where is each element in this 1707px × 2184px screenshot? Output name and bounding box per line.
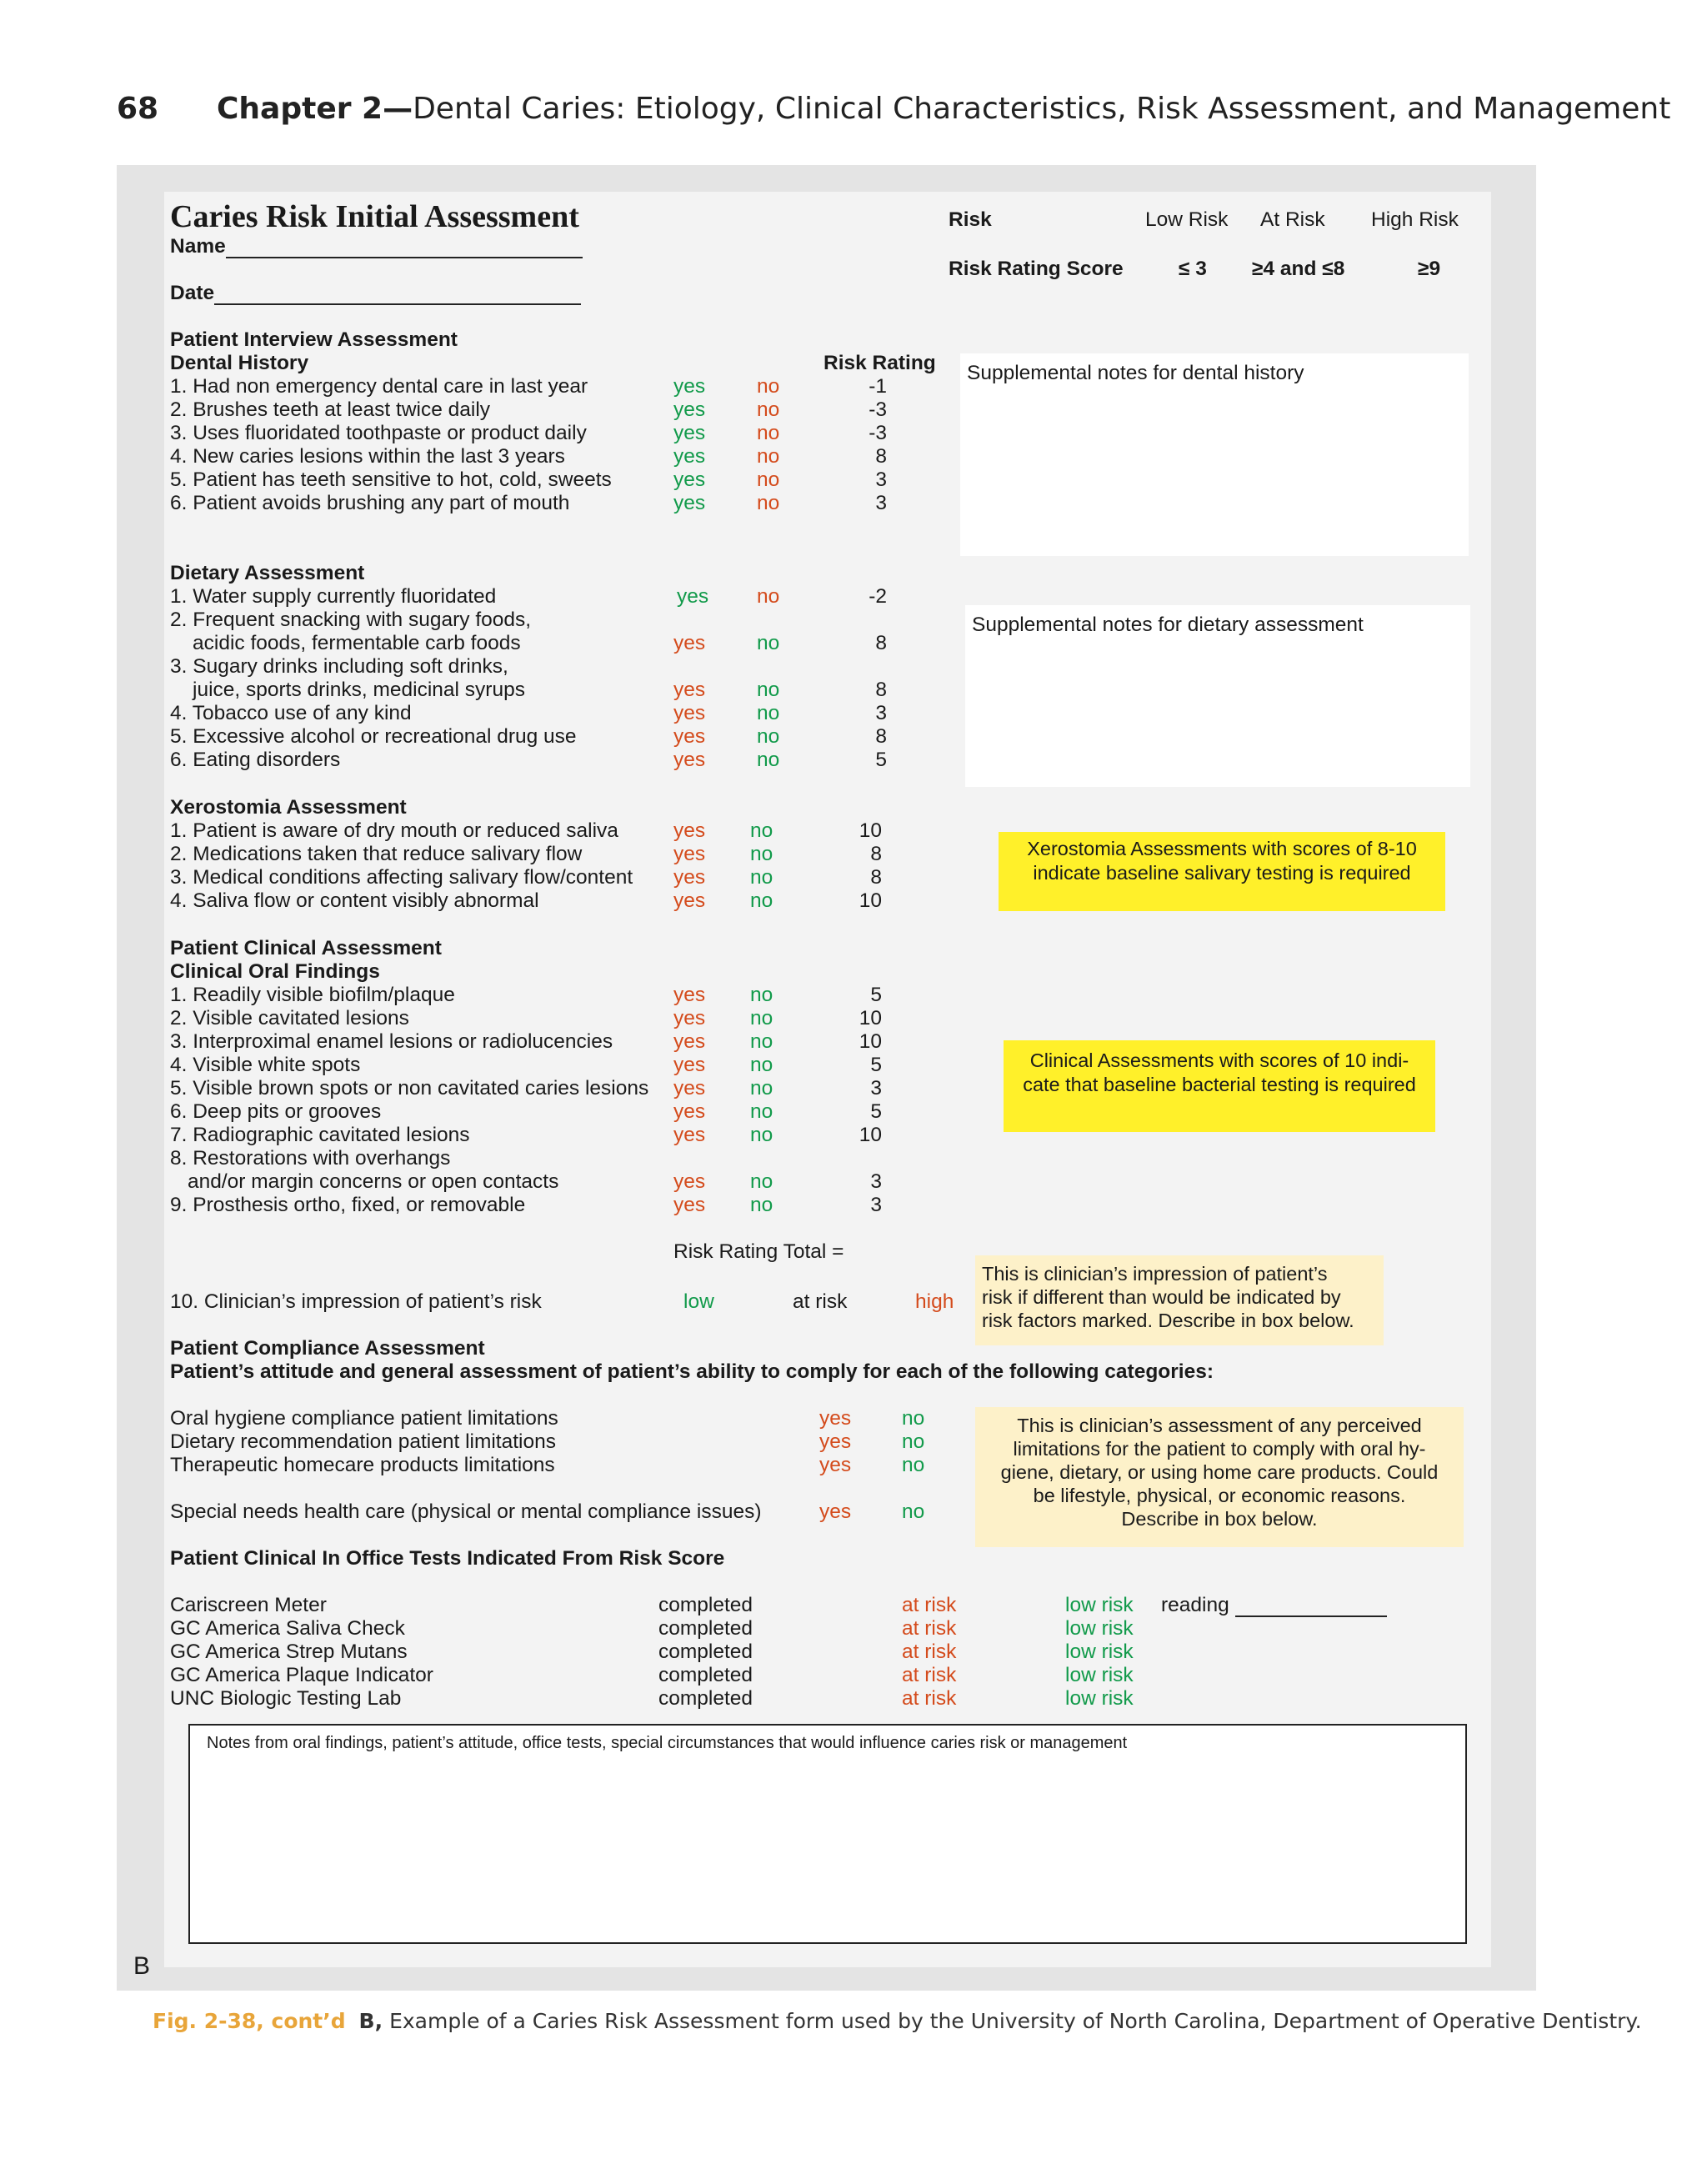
risk-rating-value: 10	[859, 1007, 882, 1029]
dental-history-item: 1. Had non emergency dental care in last year	[170, 375, 588, 398]
no-option[interactable]: no	[750, 984, 773, 1006]
risk-rating-total-label: Risk Rating Total =	[673, 1240, 844, 1263]
impression-note-line2: risk if different than would be indicated by	[982, 1286, 1341, 1308]
no-option[interactable]: no	[757, 398, 780, 421]
test-name: UNC Biologic Testing Lab	[170, 1687, 402, 1710]
high-risk-col: High Risk	[1371, 208, 1459, 231]
clinical-item: 5. Visible brown spots or non cavitated caries lesions	[170, 1077, 649, 1100]
yes-option[interactable]: yes	[673, 725, 706, 748]
no-option[interactable]: no	[757, 585, 780, 608]
no-option[interactable]: no	[902, 1454, 925, 1476]
risk-rating-value: -3	[869, 422, 887, 444]
xerostomia-item: 2. Medications taken that reduce salivary flow	[170, 843, 583, 865]
risk-rating-value: 8	[875, 725, 887, 748]
impression-low[interactable]: low	[683, 1290, 714, 1313]
yes-option[interactable]: yes	[673, 1100, 706, 1123]
xerostomia-heading: Xerostomia Assessment	[170, 796, 407, 819]
clinical-note-line2: cate that baseline bacterial testing is required	[1023, 1074, 1416, 1095]
dietary-item: 4. Tobacco use of any kind	[170, 702, 412, 724]
test-name: GC America Saliva Check	[170, 1617, 405, 1640]
at-risk-col: At Risk	[1260, 208, 1325, 231]
risk-rating-value: 8	[875, 632, 887, 654]
at-risk-option[interactable]: at risk	[902, 1664, 957, 1686]
dietary-item: 5. Excessive alcohol or recreational drug use	[170, 725, 577, 748]
reading-label: reading	[1161, 1594, 1229, 1616]
impression-text: 10. Clinician’s impression of patient’s risk	[170, 1290, 542, 1313]
page-number: 68	[117, 92, 159, 126]
dietary-item: 6. Eating disorders	[170, 749, 341, 771]
xerostomia-note	[999, 832, 1445, 911]
dental-history-heading: Dental History	[170, 352, 309, 374]
yes-option[interactable]: yes	[673, 679, 706, 701]
impression-high[interactable]: high	[915, 1290, 954, 1313]
yes-option[interactable]: yes	[673, 1194, 706, 1216]
completed-option[interactable]: completed	[658, 1687, 753, 1710]
yes-option[interactable]: yes	[673, 632, 706, 654]
chapter-label: Chapter 2—	[217, 92, 413, 126]
no-option[interactable]: no	[750, 866, 773, 889]
yes-option[interactable]: yes	[819, 1407, 852, 1430]
date-label: Date	[170, 282, 215, 304]
risk-rating-value: 8	[875, 445, 887, 468]
form-title: Caries Risk Initial Assessment	[170, 199, 579, 234]
risk-rating-value: 3	[870, 1194, 882, 1216]
yes-option[interactable]: yes	[673, 492, 706, 514]
notes-box-label: Notes from oral findings, patient’s attitude, office tests, special circumstances that would influence caries risk or management	[207, 1734, 1128, 1752]
yes-option[interactable]: yes	[673, 398, 706, 421]
no-option[interactable]: no	[757, 445, 780, 468]
yes-option[interactable]: yes	[673, 1077, 706, 1100]
completed-option[interactable]: completed	[658, 1617, 753, 1640]
risk-label: Risk	[949, 208, 992, 231]
no-option[interactable]: no	[902, 1430, 925, 1453]
yes-option[interactable]: yes	[673, 749, 706, 771]
risk-rating-value: 10	[859, 1124, 882, 1146]
compliance-note-line3: giene, dietary, or using home care products. Could	[1000, 1461, 1439, 1483]
compliance-heading: Patient Compliance Assessment	[170, 1337, 485, 1360]
xerostomia-item: 1. Patient is aware of dry mouth or reduced saliva	[170, 819, 618, 842]
no-option[interactable]: no	[750, 1194, 773, 1216]
dietary-item-continued: acidic foods, fermentable carb foods	[193, 632, 521, 654]
dental-history-item: 4. New caries lesions within the last 3 years	[170, 445, 565, 468]
caption-text: Example of a Caries Risk Assessment form used by the University of North Carolina, Department of Operative Dentistry.	[389, 2009, 1642, 2033]
no-option[interactable]: no	[750, 1077, 773, 1100]
panel-letter: B	[133, 1952, 151, 1980]
risk-rating-value: -3	[869, 398, 887, 421]
compliance-note-line4: be lifestyle, physical, or economic reasons.	[1033, 1485, 1406, 1506]
clinical-note-line1: Clinical Assessments with scores of 10 indi-	[1029, 1049, 1409, 1071]
clinical-item: 6. Deep pits or grooves	[170, 1100, 382, 1123]
at-risk-option[interactable]: at risk	[902, 1594, 957, 1616]
caption-fig-label: Fig. 2-38, cont’d	[153, 2009, 346, 2033]
risk-rating-value: -2	[869, 585, 887, 608]
impression-note-line1: This is clinician’s impression of patient’s	[982, 1263, 1328, 1285]
name-label: Name	[170, 235, 226, 258]
no-option[interactable]: no	[750, 1054, 773, 1076]
yes-option[interactable]: yes	[819, 1430, 852, 1453]
no-option[interactable]: no	[750, 889, 773, 912]
completed-option[interactable]: completed	[658, 1641, 753, 1663]
risk-rating-value: 10	[859, 1030, 882, 1053]
no-option[interactable]: no	[757, 422, 780, 444]
risk-rating-value: 8	[875, 679, 887, 701]
risk-rating-header: Risk Rating	[823, 352, 936, 374]
dental-history-item: 5. Patient has teeth sensitive to hot, cold, sweets	[170, 468, 612, 491]
risk-rating-value: 8	[870, 843, 882, 865]
no-option[interactable]: no	[750, 843, 773, 865]
yes-option[interactable]: yes	[673, 702, 706, 724]
test-name: GC America Strep Mutans	[170, 1641, 408, 1663]
dental-history-notes-label: Supplemental notes for dental history	[967, 362, 1304, 384]
dietary-notes-box[interactable]	[965, 605, 1470, 787]
dietary-notes-label: Supplemental notes for dietary assessment	[972, 614, 1364, 636]
low-risk-option[interactable]: low risk	[1065, 1664, 1134, 1686]
impression-at-risk[interactable]: at risk	[793, 1290, 848, 1313]
risk-rating-value: 3	[870, 1077, 882, 1100]
no-option[interactable]: no	[757, 679, 780, 701]
clinical-item: 2. Visible cavitated lesions	[170, 1007, 409, 1029]
compliance-item: Dietary recommendation patient limitations	[170, 1430, 556, 1453]
no-option[interactable]: no	[757, 492, 780, 514]
xerostomia-note-line2: indicate baseline salivary testing is required	[1033, 862, 1411, 884]
yes-option[interactable]: yes	[673, 468, 706, 491]
no-option[interactable]: no	[750, 1007, 773, 1029]
low-risk-col: Low Risk	[1145, 208, 1229, 231]
dental-history-notes-box[interactable]	[960, 353, 1469, 556]
completed-option[interactable]: completed	[658, 1594, 753, 1616]
dietary-heading: Dietary Assessment	[170, 562, 365, 584]
interview-heading: Patient Interview Assessment	[170, 328, 458, 351]
no-option[interactable]: no	[750, 819, 773, 842]
at-risk-option[interactable]: at risk	[902, 1641, 957, 1663]
yes-option[interactable]: yes	[819, 1454, 852, 1476]
low-risk-option[interactable]: low risk	[1065, 1687, 1134, 1710]
clinical-note	[1004, 1040, 1435, 1132]
yes-option[interactable]: yes	[673, 1124, 706, 1146]
dietary-item: 2. Frequent snacking with sugary foods,	[170, 609, 532, 631]
risk-rating-value: 5	[870, 984, 882, 1006]
no-option[interactable]: no	[757, 725, 780, 748]
no-option[interactable]: no	[902, 1407, 925, 1430]
yes-option[interactable]: yes	[673, 1030, 706, 1053]
no-option[interactable]: no	[902, 1500, 925, 1523]
yes-option[interactable]: yes	[673, 984, 706, 1006]
chapter-title: Dental Caries: Etiology, Clinical Characteristics, Risk Assessment, and Management	[413, 92, 1671, 126]
yes-option[interactable]: yes	[673, 1007, 706, 1029]
low-risk-option[interactable]: low risk	[1065, 1641, 1134, 1663]
compliance-note	[975, 1407, 1464, 1547]
compliance-subheading: Patient’s attitude and general assessment of patient’s ability to comply for each of the following categories:	[170, 1360, 1214, 1383]
risk-rating-value: 10	[859, 889, 882, 912]
at-risk-option[interactable]: at risk	[902, 1687, 957, 1710]
completed-option[interactable]: completed	[658, 1664, 753, 1686]
dental-history-item: 3. Uses fluoridated toothpaste or product daily	[170, 422, 587, 444]
tests-heading: Patient Clinical In Office Tests Indicated From Risk Score	[170, 1547, 725, 1570]
clinical-item: 1. Readily visible biofilm/plaque	[170, 984, 455, 1006]
yes-option[interactable]: yes	[673, 422, 706, 444]
xerostomia-item: 3. Medical conditions affecting salivary flow/content	[170, 866, 633, 889]
risk-rating-value: 5	[870, 1100, 882, 1123]
risk-rating-value: -1	[869, 375, 887, 398]
at-risk-option[interactable]: at risk	[902, 1617, 957, 1640]
clinical-subheading: Clinical Oral Findings	[170, 960, 380, 983]
xerostomia-note-line1: Xerostomia Assessments with scores of 8-10	[1027, 838, 1417, 859]
risk-rating-value: 10	[859, 819, 882, 842]
compliance-item: Special needs health care (physical or mental compliance issues)	[170, 1500, 762, 1523]
risk-rating-score-label: Risk Rating Score	[949, 258, 1124, 280]
dental-history-item: 6. Patient avoids brushing any part of mouth	[170, 492, 570, 514]
yes-option[interactable]: yes	[673, 1170, 706, 1193]
figure-caption	[153, 2009, 1642, 2033]
compliance-note-line5: Describe in box below.	[1121, 1508, 1318, 1530]
name-line	[226, 257, 583, 258]
clinical-item: 4. Visible white spots	[170, 1054, 361, 1076]
no-option[interactable]: no	[757, 702, 780, 724]
at-risk-score: ≥4 and ≤8	[1252, 258, 1345, 280]
compliance-item: Oral hygiene compliance patient limitations	[170, 1407, 558, 1430]
risk-rating-value: 8	[870, 866, 882, 889]
risk-rating-value: 3	[875, 468, 887, 491]
clinical-item-continued: and/or margin concerns or open contacts	[188, 1170, 559, 1193]
no-option[interactable]: no	[750, 1030, 773, 1053]
compliance-item: Therapeutic homecare products limitations	[170, 1454, 555, 1476]
yes-option[interactable]: yes	[673, 819, 706, 842]
risk-rating-value: 5	[875, 749, 887, 771]
xerostomia-item: 4. Saliva flow or content visibly abnormal	[170, 889, 539, 912]
compliance-note-line2: limitations for the patient to comply with oral hy-	[1013, 1438, 1426, 1460]
low-risk-option[interactable]: low risk	[1065, 1594, 1134, 1616]
yes-option[interactable]: yes	[673, 375, 706, 398]
yes-option[interactable]: yes	[677, 585, 709, 608]
dietary-item-continued: juice, sports drinks, medicinal syrups	[193, 679, 525, 701]
risk-rating-value: 5	[870, 1054, 882, 1076]
date-line	[214, 303, 581, 305]
clinical-item: 3. Interproximal enamel lesions or radiolucencies	[170, 1030, 613, 1053]
reading-field[interactable]	[1161, 1594, 1387, 1617]
test-name: Cariscreen Meter	[170, 1594, 327, 1616]
no-option[interactable]: no	[757, 375, 780, 398]
no-option[interactable]: no	[750, 1100, 773, 1123]
risk-rating-value: 3	[875, 702, 887, 724]
test-name: GC America Plaque Indicator	[170, 1664, 433, 1686]
date-field[interactable]	[170, 282, 581, 305]
no-option[interactable]: no	[750, 1124, 773, 1146]
clinical-item: 9. Prosthesis ortho, fixed, or removable	[170, 1194, 526, 1216]
clinical-heading: Patient Clinical Assessment	[170, 937, 442, 959]
yes-option[interactable]: yes	[673, 1054, 706, 1076]
yes-option[interactable]: yes	[819, 1500, 852, 1523]
dietary-item: 3. Sugary drinks including soft drinks,	[170, 655, 508, 678]
high-risk-score: ≥9	[1418, 258, 1441, 280]
low-risk-option[interactable]: low risk	[1065, 1617, 1134, 1640]
yes-option[interactable]: yes	[673, 866, 706, 889]
compliance-note-line1: This is clinician’s assessment of any perceived	[1017, 1415, 1422, 1436]
page-header	[117, 92, 1670, 126]
name-field[interactable]	[170, 235, 583, 258]
yes-option[interactable]: yes	[673, 445, 706, 468]
risk-rating-value: 3	[875, 492, 887, 514]
reading-line	[1235, 1615, 1387, 1617]
no-option[interactable]: no	[757, 468, 780, 491]
low-risk-score: ≤ 3	[1179, 258, 1207, 280]
dietary-item: 1. Water supply currently fluoridated	[170, 585, 497, 608]
clinical-item: 7. Radiographic cavitated lesions	[170, 1124, 470, 1146]
no-option[interactable]: no	[750, 1170, 773, 1193]
clinical-item: 8. Restorations with overhangs	[170, 1147, 451, 1170]
no-option[interactable]: no	[757, 632, 780, 654]
yes-option[interactable]: yes	[673, 889, 706, 912]
notes-box[interactable]	[188, 1724, 1467, 1944]
impression-note-line3: risk factors marked. Describe in box below.	[982, 1310, 1354, 1331]
impression-note	[975, 1255, 1384, 1345]
caption-letter: B,	[358, 2009, 383, 2033]
dental-history-item: 2. Brushes teeth at least twice daily	[170, 398, 491, 421]
yes-option[interactable]: yes	[673, 843, 706, 865]
no-option[interactable]: no	[757, 749, 780, 771]
risk-rating-value: 3	[870, 1170, 882, 1193]
